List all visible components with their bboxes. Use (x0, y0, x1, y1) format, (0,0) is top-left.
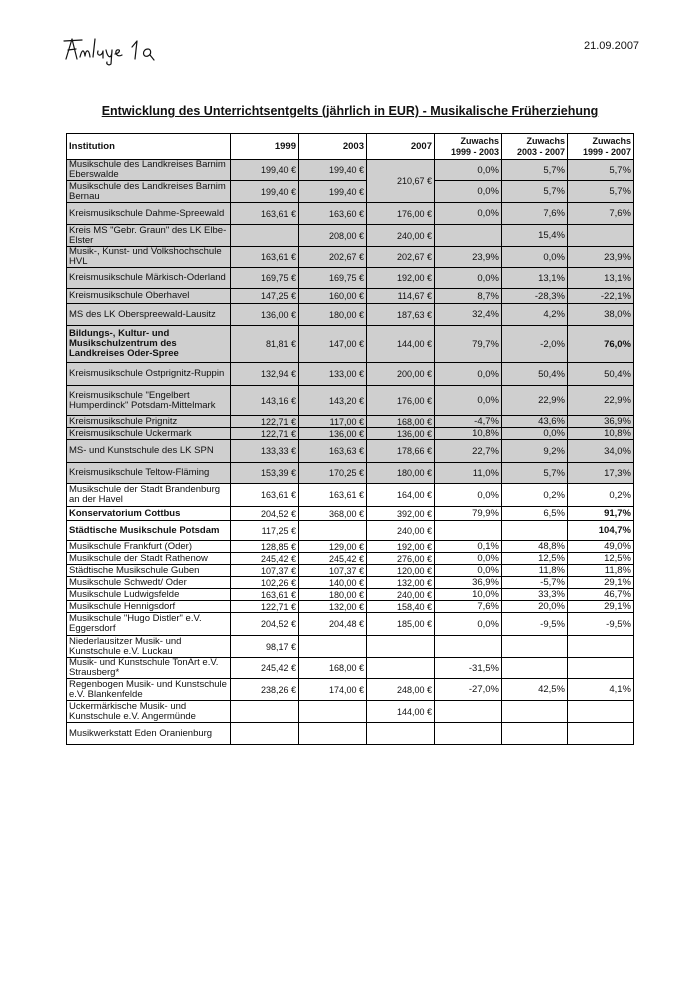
fee-1999-cell: 117,25 € (231, 521, 299, 541)
table-row (67, 160, 634, 181)
growth-1999-2003-cell: 36,9% (435, 577, 502, 589)
fee-2003-cell: 107,37 € (299, 565, 367, 577)
table-row (67, 386, 634, 416)
fee-2003-cell: 163,60 € (299, 203, 367, 225)
col-zuwachs-label: Zuwachs (592, 135, 631, 146)
fee-2003-cell: 368,00 € (299, 507, 367, 521)
institution-cell: Kreismusikschule "Engelbert Humperdinck" Potsdam-Mittelmark (67, 386, 231, 416)
institution-cell: Kreismusikschule Prignitz (67, 416, 231, 428)
growth-2003-2007-cell: -5,7% (502, 577, 568, 589)
institution-cell: Musikschule Schwedt/ Oder (67, 577, 231, 589)
table-header (67, 134, 634, 160)
table-row (67, 521, 634, 541)
growth-1999-2007-cell: 7,6% (568, 203, 634, 225)
growth-2003-2007-cell: 5,7% (502, 181, 568, 203)
fee-2007-cell: 144,00 € (367, 326, 435, 363)
fee-2003-cell: 163,63 € (299, 440, 367, 463)
fee-2003-cell: 132,00 € (299, 601, 367, 613)
growth-1999-2003-cell: 0,0% (435, 386, 502, 416)
fee-1999-cell: 238,26 € (231, 679, 299, 701)
fee-2007-cell: 168,00 € (367, 416, 435, 428)
document-title: Entwicklung des Unterrichtsentgelts (jährlich in EUR) - Musikalische Früherziehung (101, 104, 599, 118)
fee-2007-cell: 176,00 € (367, 386, 435, 416)
fee-2003-cell: 204,48 € (299, 613, 367, 636)
institution-cell: Städtische Musikschule Potsdam (67, 521, 231, 541)
table-row (67, 601, 634, 613)
growth-1999-2007-cell: 36,9% (568, 416, 634, 428)
table-row (67, 613, 634, 636)
institution-cell: Regenbogen Musik- und Kunstschule e.V. Blankenfelde (67, 679, 231, 701)
growth-1999-2007-cell: 4,1% (568, 679, 634, 701)
growth-1999-2007-cell: 104,7% (568, 521, 634, 541)
growth-2003-2007-cell: 4,2% (502, 304, 568, 326)
growth-1999-2007-cell: 11,8% (568, 565, 634, 577)
table-row (67, 553, 634, 565)
institution-cell: Niederlausitzer Musik- und Kunstschule e.V. Luckau (67, 636, 231, 658)
fee-1999-cell: 199,40 € (231, 160, 299, 181)
growth-2003-2007-cell: 20,0% (502, 601, 568, 613)
growth-2003-2007-cell: 5,7% (502, 463, 568, 484)
fee-1999-cell: 81,81 € (231, 326, 299, 363)
table-row (67, 416, 634, 428)
fee-2007-cell: 248,00 € (367, 679, 435, 701)
fee-1999-cell: 98,17 € (231, 636, 299, 658)
growth-1999-2003-cell: 0,0% (435, 203, 502, 225)
table-row (67, 326, 634, 363)
growth-1999-2007-cell: 29,1% (568, 601, 634, 613)
growth-1999-2003-cell: -31,5% (435, 658, 502, 679)
fee-2003-cell: 147,00 € (299, 326, 367, 363)
institution-cell: Kreismusikschule Märkisch-Oderland (67, 268, 231, 289)
col-zuwachs-label: Zuwachs (460, 135, 499, 146)
institution-cell: Musik- und Kunstschule TonArt e.V. Strausberg* (67, 658, 231, 679)
fee-1999-cell: 122,71 € (231, 416, 299, 428)
institution-cell: Kreismusikschule Uckermark (67, 428, 231, 440)
growth-1999-2003-cell: 0,1% (435, 541, 502, 553)
fee-1999-cell (231, 723, 299, 745)
growth-2003-2007-cell (502, 723, 568, 745)
growth-1999-2007-cell: 50,4% (568, 363, 634, 386)
fee-1999-cell: 163,61 € (231, 589, 299, 601)
fee-1999-cell: 199,40 € (231, 181, 299, 203)
fee-1999-cell: 163,61 € (231, 247, 299, 268)
fee-2007-cell: 178,66 € (367, 440, 435, 463)
institution-cell: Musikschule des Landkreises Barnim Bernau (67, 181, 231, 203)
table-row (67, 247, 634, 268)
growth-1999-2003-cell (435, 636, 502, 658)
table-row (67, 658, 634, 679)
growth-1999-2007-cell: 5,7% (568, 181, 634, 203)
fee-1999-cell: 245,42 € (231, 658, 299, 679)
growth-2003-2007-cell: 33,3% (502, 589, 568, 601)
growth-1999-2007-cell: 29,1% (568, 577, 634, 589)
growth-2003-2007-cell: 43,6% (502, 416, 568, 428)
growth-1999-2003-cell: -4,7% (435, 416, 502, 428)
table-row (67, 565, 634, 577)
growth-2003-2007-cell: 50,4% (502, 363, 568, 386)
fee-2003-cell: 199,40 € (299, 160, 367, 181)
growth-1999-2007-cell (568, 701, 634, 723)
growth-1999-2007-cell: 38,0% (568, 304, 634, 326)
table-row (67, 304, 634, 326)
handwritten-annotation (62, 33, 162, 67)
fee-2003-cell: 140,00 € (299, 577, 367, 589)
table-row (67, 577, 634, 589)
growth-1999-2007-cell: 10,8% (568, 428, 634, 440)
table-row (67, 484, 634, 507)
institution-cell: Kreismusikschule Teltow-Fläming (67, 463, 231, 484)
col-range-label: 1999 - 2003 (450, 146, 499, 157)
fee-2007-cell: 114,67 € (367, 289, 435, 304)
institution-cell: Musik-, Kunst- und Volkshochschule HVL (67, 247, 231, 268)
growth-2003-2007-cell: 9,2% (502, 440, 568, 463)
growth-2003-2007-cell: 12,5% (502, 553, 568, 565)
fee-2003-cell: 143,20 € (299, 386, 367, 416)
fee-1999-cell: 245,42 € (231, 553, 299, 565)
growth-1999-2003-cell: 79,7% (435, 326, 502, 363)
growth-1999-2003-cell: 0,0% (435, 363, 502, 386)
growth-1999-2003-cell: 0,0% (435, 484, 502, 507)
growth-2003-2007-cell: 5,7% (502, 160, 568, 181)
growth-1999-2003-cell: 0,0% (435, 160, 502, 181)
fee-2003-cell: 168,00 € (299, 658, 367, 679)
fee-2007-cell: 240,00 € (367, 589, 435, 601)
growth-1999-2007-cell (568, 636, 634, 658)
growth-1999-2003-cell: 32,4% (435, 304, 502, 326)
fee-1999-cell: 163,61 € (231, 484, 299, 507)
institution-cell: Musikschule Frankfurt (Oder) (67, 541, 231, 553)
fee-2007-cell: 187,63 € (367, 304, 435, 326)
fee-2003-cell: 163,61 € (299, 484, 367, 507)
institution-cell: Uckermärkische Musik- und Kunstschule e.V. Angermünde (67, 701, 231, 723)
growth-1999-2003-cell: 23,9% (435, 247, 502, 268)
col-2007: 2007 (367, 134, 435, 160)
growth-1999-2003-cell (435, 701, 502, 723)
col-zuwachs-label: Zuwachs (526, 135, 565, 146)
institution-cell: Bildungs-, Kultur- und Musikschulzentrum des Landkreises Oder-Spree (67, 326, 231, 363)
growth-1999-2007-cell: 12,5% (568, 553, 634, 565)
fee-2003-cell: 133,00 € (299, 363, 367, 386)
institution-cell: Musikwerkstatt Eden Oranienburg (67, 723, 231, 745)
table-row (67, 636, 634, 658)
fee-2007-cell: 120,00 € (367, 565, 435, 577)
table-row (67, 440, 634, 463)
institution-cell: Musikschule Ludwigsfelde (67, 589, 231, 601)
growth-2003-2007-cell: 48,8% (502, 541, 568, 553)
growth-1999-2007-cell: -9,5% (568, 613, 634, 636)
growth-1999-2007-cell (568, 225, 634, 247)
fee-2007-cell: 176,00 € (367, 203, 435, 225)
growth-1999-2007-cell: 91,7% (568, 507, 634, 521)
fee-1999-cell: 204,52 € (231, 613, 299, 636)
fee-2003-cell: 199,40 € (299, 181, 367, 203)
col-zuwachs-1999-2003 (435, 134, 502, 160)
growth-1999-2003-cell: 11,0% (435, 463, 502, 484)
table-row (67, 225, 634, 247)
growth-1999-2003-cell: 0,0% (435, 565, 502, 577)
institution-cell: Städtische Musikschule Guben (67, 565, 231, 577)
fee-2007-cell: 180,00 € (367, 463, 435, 484)
growth-2003-2007-cell (502, 521, 568, 541)
fee-2007-cell (367, 658, 435, 679)
fee-2007-cell: 392,00 € (367, 507, 435, 521)
col-zuwachs-2003-2007 (502, 134, 568, 160)
institution-cell: Musikschule des Landkreises Barnim Eberswalde (67, 160, 231, 181)
fee-1999-cell: 143,16 € (231, 386, 299, 416)
fee-1999-cell (231, 225, 299, 247)
table-row (67, 723, 634, 745)
growth-2003-2007-cell: 6,5% (502, 507, 568, 521)
growth-1999-2007-cell (568, 723, 634, 745)
fee-1999-cell: 122,71 € (231, 601, 299, 613)
institution-cell: MS des LK Oberspreewald-Lausitz (67, 304, 231, 326)
fee-2003-cell: 117,00 € (299, 416, 367, 428)
table-row (67, 203, 634, 225)
growth-1999-2007-cell (568, 658, 634, 679)
growth-2003-2007-cell: 0,0% (502, 428, 568, 440)
growth-1999-2007-cell: 76,0% (568, 326, 634, 363)
fee-2007-cell: 144,00 € (367, 701, 435, 723)
fee-2007-cell: 136,00 € (367, 428, 435, 440)
fee-2007-cell: 192,00 € (367, 268, 435, 289)
fee-2003-cell: 160,00 € (299, 289, 367, 304)
fee-1999-cell: 102,26 € (231, 577, 299, 589)
growth-1999-2007-cell: 46,7% (568, 589, 634, 601)
fee-2003-cell: 202,67 € (299, 247, 367, 268)
growth-1999-2007-cell: 13,1% (568, 268, 634, 289)
document-date: 21.09.2007 (584, 40, 640, 52)
fee-2007-cell: 164,00 € (367, 484, 435, 507)
fee-2003-cell: 169,75 € (299, 268, 367, 289)
fee-2003-cell (299, 701, 367, 723)
growth-2003-2007-cell: 22,9% (502, 386, 568, 416)
growth-1999-2003-cell: 8,7% (435, 289, 502, 304)
fee-2003-cell: 136,00 € (299, 428, 367, 440)
fee-1999-cell: 132,94 € (231, 363, 299, 386)
table-row (67, 268, 634, 289)
growth-1999-2003-cell (435, 521, 502, 541)
table-row (67, 679, 634, 701)
institution-cell: Musikschule Hennigsdorf (67, 601, 231, 613)
growth-2003-2007-cell: 11,8% (502, 565, 568, 577)
fee-1999-cell: 133,33 € (231, 440, 299, 463)
table-row (67, 463, 634, 484)
growth-1999-2003-cell (435, 225, 502, 247)
fee-2007-cell: 276,00 € (367, 553, 435, 565)
col-1999: 1999 (231, 134, 299, 160)
growth-2003-2007-cell: 13,1% (502, 268, 568, 289)
fee-2007-cell: 210,67 € (367, 160, 435, 203)
growth-2003-2007-cell: 0,0% (502, 247, 568, 268)
growth-1999-2007-cell: 22,9% (568, 386, 634, 416)
growth-2003-2007-cell: -9,5% (502, 613, 568, 636)
growth-1999-2007-cell: -22,1% (568, 289, 634, 304)
fee-2007-cell: 200,00 € (367, 363, 435, 386)
institution-cell: Kreismusikschule Oberhavel (67, 289, 231, 304)
institution-cell: Musikschule "Hugo Distler" e.V. Eggersdorf (67, 613, 231, 636)
growth-2003-2007-cell (502, 658, 568, 679)
fee-2003-cell: 129,00 € (299, 541, 367, 553)
fee-1999-cell: 153,39 € (231, 463, 299, 484)
table-row (67, 589, 634, 601)
growth-2003-2007-cell: 7,6% (502, 203, 568, 225)
fee-2003-cell: 174,00 € (299, 679, 367, 701)
fee-2003-cell (299, 521, 367, 541)
table-row (67, 507, 634, 521)
fee-2003-cell (299, 636, 367, 658)
growth-1999-2007-cell: 34,0% (568, 440, 634, 463)
growth-1999-2003-cell: 0,0% (435, 553, 502, 565)
growth-1999-2007-cell: 0,2% (568, 484, 634, 507)
fee-2007-cell: 202,67 € (367, 247, 435, 268)
growth-1999-2003-cell: 10,8% (435, 428, 502, 440)
growth-2003-2007-cell: 42,5% (502, 679, 568, 701)
fee-2007-cell: 240,00 € (367, 521, 435, 541)
fee-table (66, 133, 634, 745)
institution-cell: Kreismusikschule Dahme-Spreewald (67, 203, 231, 225)
growth-1999-2003-cell: 10,0% (435, 589, 502, 601)
fee-2003-cell: 180,00 € (299, 589, 367, 601)
fee-2003-cell (299, 723, 367, 745)
institution-cell: Musikschule der Stadt Brandenburg an der Havel (67, 484, 231, 507)
fee-2003-cell: 170,25 € (299, 463, 367, 484)
growth-1999-2007-cell: 49,0% (568, 541, 634, 553)
fee-2003-cell: 208,00 € (299, 225, 367, 247)
table-row (67, 541, 634, 553)
growth-2003-2007-cell (502, 636, 568, 658)
fee-2007-cell: 192,00 € (367, 541, 435, 553)
growth-1999-2007-cell: 23,9% (568, 247, 634, 268)
fee-1999-cell: 122,71 € (231, 428, 299, 440)
institution-cell: Konservatorium Cottbus (67, 507, 231, 521)
col-range-label: 1999 - 2007 (582, 146, 631, 157)
col-institution: Institution (67, 134, 231, 160)
col-2003: 2003 (299, 134, 367, 160)
growth-1999-2007-cell: 17,3% (568, 463, 634, 484)
growth-2003-2007-cell: -2,0% (502, 326, 568, 363)
institution-cell: Kreismusikschule Ostprignitz-Ruppin (67, 363, 231, 386)
fee-2007-cell: 185,00 € (367, 613, 435, 636)
growth-1999-2003-cell: 0,0% (435, 613, 502, 636)
fee-1999-cell: 204,52 € (231, 507, 299, 521)
growth-1999-2003-cell: 0,0% (435, 181, 502, 203)
growth-1999-2007-cell: 5,7% (568, 160, 634, 181)
fee-2003-cell: 180,00 € (299, 304, 367, 326)
fee-2003-cell: 245,42 € (299, 553, 367, 565)
growth-1999-2003-cell: 79,9% (435, 507, 502, 521)
col-zuwachs-1999-2007 (568, 134, 634, 160)
fee-1999-cell: 136,00 € (231, 304, 299, 326)
fee-2007-cell (367, 723, 435, 745)
fee-2007-cell: 132,00 € (367, 577, 435, 589)
institution-cell: Musikschule der Stadt Rathenow (67, 553, 231, 565)
table-row (67, 181, 634, 203)
fee-1999-cell: 169,75 € (231, 268, 299, 289)
fee-2007-cell (367, 636, 435, 658)
fee-1999-cell: 128,85 € (231, 541, 299, 553)
growth-1999-2003-cell (435, 723, 502, 745)
table-row (67, 428, 634, 440)
institution-cell: MS- und Kunstschule des LK SPN (67, 440, 231, 463)
fee-1999-cell (231, 701, 299, 723)
growth-1999-2003-cell: -27,0% (435, 679, 502, 701)
institution-cell: Kreis MS "Gebr. Graun" des LK Elbe-Elster (67, 225, 231, 247)
col-range-label: 2003 - 2007 (516, 146, 565, 157)
fee-2007-cell: 240,00 € (367, 225, 435, 247)
fee-2007-cell: 158,40 € (367, 601, 435, 613)
growth-1999-2003-cell: 22,7% (435, 440, 502, 463)
fee-1999-cell: 147,25 € (231, 289, 299, 304)
fee-1999-cell: 107,37 € (231, 565, 299, 577)
growth-1999-2003-cell: 7,6% (435, 601, 502, 613)
table-row (67, 289, 634, 304)
growth-2003-2007-cell: 0,2% (502, 484, 568, 507)
table-row (67, 363, 634, 386)
fee-1999-cell: 163,61 € (231, 203, 299, 225)
growth-1999-2003-cell: 0,0% (435, 268, 502, 289)
table-row (67, 701, 634, 723)
growth-2003-2007-cell: -28,3% (502, 289, 568, 304)
growth-2003-2007-cell: 15,4% (502, 225, 568, 247)
growth-2003-2007-cell (502, 701, 568, 723)
table-body (67, 160, 634, 745)
